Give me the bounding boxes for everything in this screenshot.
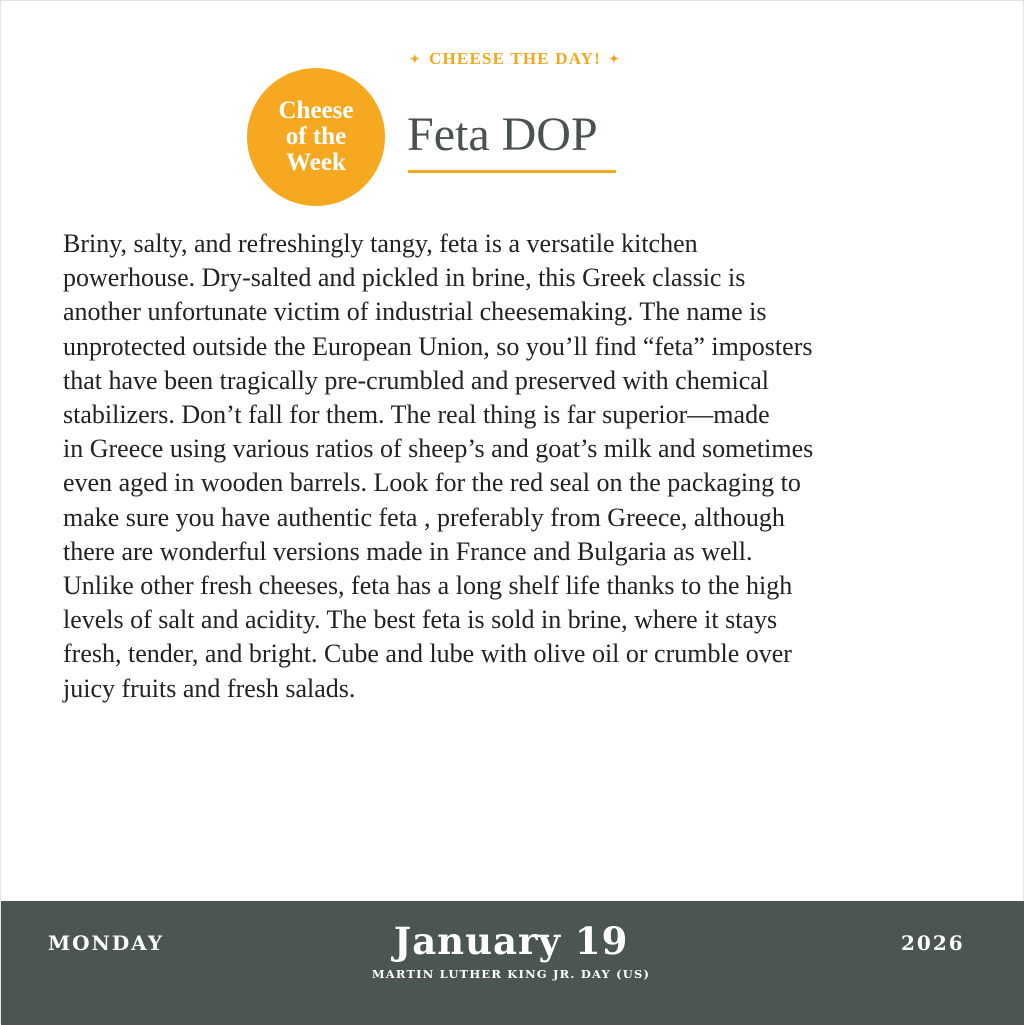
description-line: even aged in wooden barrels. Look for the red seal on the packaging to xyxy=(63,468,801,498)
description-line: levels of salt and acidity. The best feta is sold in brine, where it stays xyxy=(63,605,778,635)
cheese-description xyxy=(63,227,973,706)
cheese-of-the-week-badge xyxy=(247,68,385,206)
description-line: powerhouse. Dry-salted and pickled in brine, this Greek classic is xyxy=(63,263,746,293)
description-line: Briny, salty, and refreshingly tangy, feta is a versatile kitchen xyxy=(63,229,698,258)
description-line: Unlike other fresh cheeses, feta has a long shelf life thanks to the high xyxy=(63,571,793,601)
date-heading: January 19 xyxy=(393,919,629,963)
badge-text: Cheese of the Week xyxy=(278,97,354,176)
sparkle-icon: ✦ xyxy=(409,52,421,66)
description-line: fresh, tender, and bright. Cube and lube with olive oil or crumble over xyxy=(63,639,792,669)
description-line: stabilizers. Don’t fall for them. The real thing is far superior—made xyxy=(63,400,770,430)
description-line: another unfortunate victim of industrial cheesemaking. The name is xyxy=(63,297,767,327)
description-line: juicy fruits and fresh salads. xyxy=(63,673,356,703)
description-line: that have been tragically pre-crumbled and preserved with chemical xyxy=(63,365,770,395)
kicker-text: CHEESE THE DAY! xyxy=(429,49,601,68)
description-line: unprotected outside the European Union, so you’ll find “feta” imposters xyxy=(63,331,813,361)
title-underline xyxy=(408,170,616,173)
weekday-label: MONDAY xyxy=(48,931,164,955)
description-line: there are wonderful versions made in France and Bulgaria as well. xyxy=(63,536,753,566)
sparkle-icon: ✦ xyxy=(609,52,621,66)
description-line: make sure you have authentic feta , preferably from Greece, although xyxy=(63,502,785,532)
section-kicker xyxy=(379,49,651,69)
holiday-label: MARTIN LUTHER KING JR. DAY (US) xyxy=(371,967,651,981)
year-label: 2026 xyxy=(901,931,965,955)
description-line: in Greece using various ratios of sheep’s and goat’s milk and sometimes xyxy=(63,434,814,464)
cheese-title: Feta DOP xyxy=(407,108,598,161)
